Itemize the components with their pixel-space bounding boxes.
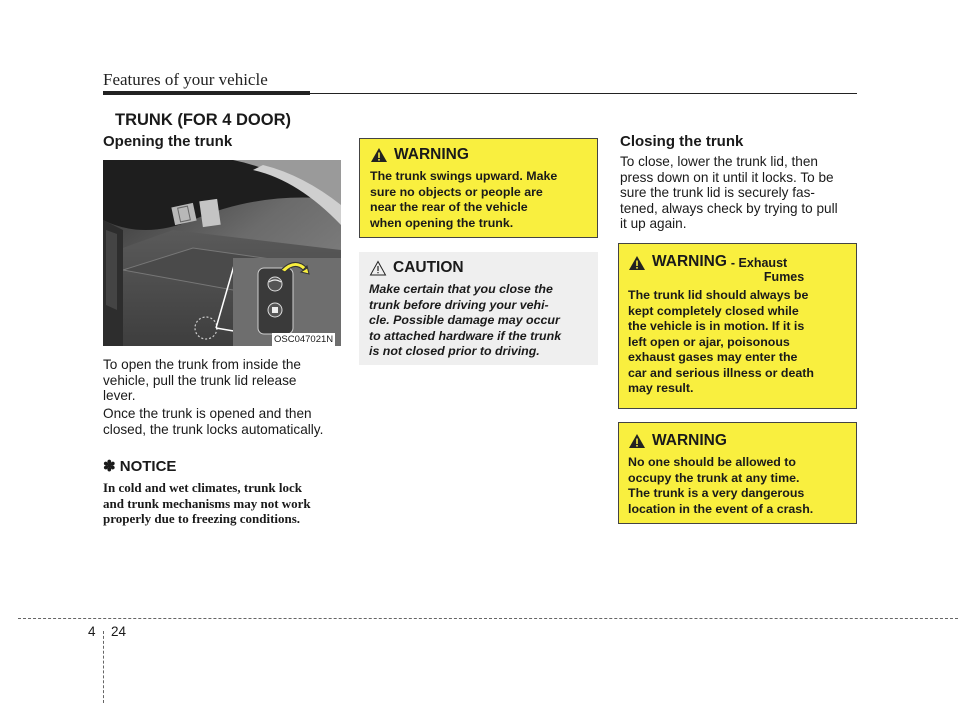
- text-line: when opening the trunk.: [370, 215, 514, 230]
- warning-triangle-icon: [628, 255, 646, 271]
- caution-box: [359, 252, 598, 365]
- text-line: closed, the trunk locks automatically.: [103, 421, 324, 437]
- text-line: Once the trunk is opened and then: [103, 406, 312, 421]
- text-line: lever.: [103, 388, 136, 403]
- warning-header: [370, 146, 589, 164]
- text-line: and trunk mechanisms may not work: [103, 495, 311, 511]
- warning-text: [370, 169, 589, 231]
- text-line: The trunk swings upward. Make: [370, 169, 558, 183]
- header-rule-thick: [103, 91, 310, 95]
- text-line: cle. Possible damage may occur: [369, 313, 560, 327]
- text-line: vehicle, pull the trunk lid release: [103, 372, 297, 388]
- warning-header: [628, 432, 848, 450]
- text-line: may result.: [628, 381, 694, 395]
- warning-header: [628, 253, 848, 284]
- section-title: TRUNK (FOR 4 DOOR): [115, 111, 291, 129]
- text-line: kept completely closed while: [628, 303, 799, 318]
- warning-box-swing: [359, 138, 598, 238]
- header-title: Features of your vehicle: [103, 70, 268, 89]
- text-line: press down on it until it locks. To be: [620, 169, 834, 185]
- text-line: to attached hardware if the trunk: [369, 328, 562, 343]
- opening-paragraph-2: [103, 406, 341, 437]
- warning-title: WARNING: [394, 146, 469, 163]
- text-line: No one should be allowed to: [628, 455, 796, 469]
- closing-title: Closing the trunk: [620, 133, 744, 150]
- text-line: is not closed prior to driving.: [369, 344, 540, 358]
- text-line: sure the trunk lid is securely fas-: [620, 185, 815, 200]
- warning-box-occupy: [618, 422, 857, 524]
- opening-paragraph-1: [103, 357, 341, 404]
- warning-triangle-icon: [628, 433, 646, 449]
- text-line: left open or ajar, poisonous: [628, 334, 790, 349]
- warning-triangle-icon: [370, 147, 388, 163]
- page-number: 24: [111, 624, 127, 639]
- caution-triangle-icon: [369, 260, 387, 276]
- text-line: The trunk lid should always be: [628, 288, 809, 302]
- text-line: To open the trunk from inside the: [103, 357, 301, 372]
- text-line: exhaust gases may enter the: [628, 350, 798, 364]
- caution-title: CAUTION: [393, 259, 464, 276]
- warning-text: [628, 455, 848, 517]
- warning-title: WARNING: [652, 432, 727, 449]
- header-rule-thin: [310, 93, 857, 94]
- caution-header: [369, 259, 590, 277]
- text-line: car and serious illness or death: [628, 365, 814, 380]
- chapter-number: 4: [88, 624, 96, 639]
- car-interior-illustration: [103, 160, 341, 346]
- notice-title: ✽ NOTICE: [103, 458, 177, 475]
- notice-text: [103, 480, 341, 527]
- text-line: the vehicle is in motion. If it is: [628, 319, 805, 333]
- text-line: it up again.: [620, 216, 687, 231]
- text-line: sure no objects or people are: [370, 184, 543, 199]
- text-line: Make certain that you close the: [369, 282, 553, 296]
- footer-divider: [18, 618, 958, 619]
- text-line: location in the event of a crash.: [628, 501, 814, 516]
- opening-title: Opening the trunk: [103, 133, 233, 150]
- warning-title: WARNING: [652, 253, 727, 270]
- subtitle-line: - Exhaust: [730, 256, 788, 270]
- text-line: To close, lower the trunk lid, then: [620, 154, 818, 169]
- caution-text: [369, 282, 590, 360]
- text-line: The trunk is a very dangerous: [628, 486, 805, 500]
- text-line: trunk before driving your vehi-: [369, 297, 549, 312]
- text-line: near the rear of the vehicle: [370, 200, 528, 214]
- text-line: tened, always check by trying to pull: [620, 200, 838, 216]
- trunk-release-photo: [103, 160, 341, 346]
- warning-box-exhaust: [618, 243, 857, 409]
- warning-text: [628, 288, 848, 397]
- text-line: occupy the trunk at any time.: [628, 470, 800, 485]
- footer-vertical-divider: [103, 631, 104, 703]
- closing-paragraph: [620, 154, 858, 232]
- photo-label: OSC047021N: [274, 334, 334, 345]
- text-line: In cold and wet climates, trunk lock: [103, 480, 302, 495]
- subtitle-line: Fumes: [763, 270, 805, 284]
- text-line: properly due to freezing conditions.: [103, 511, 301, 526]
- warning-subtitle: [731, 256, 804, 284]
